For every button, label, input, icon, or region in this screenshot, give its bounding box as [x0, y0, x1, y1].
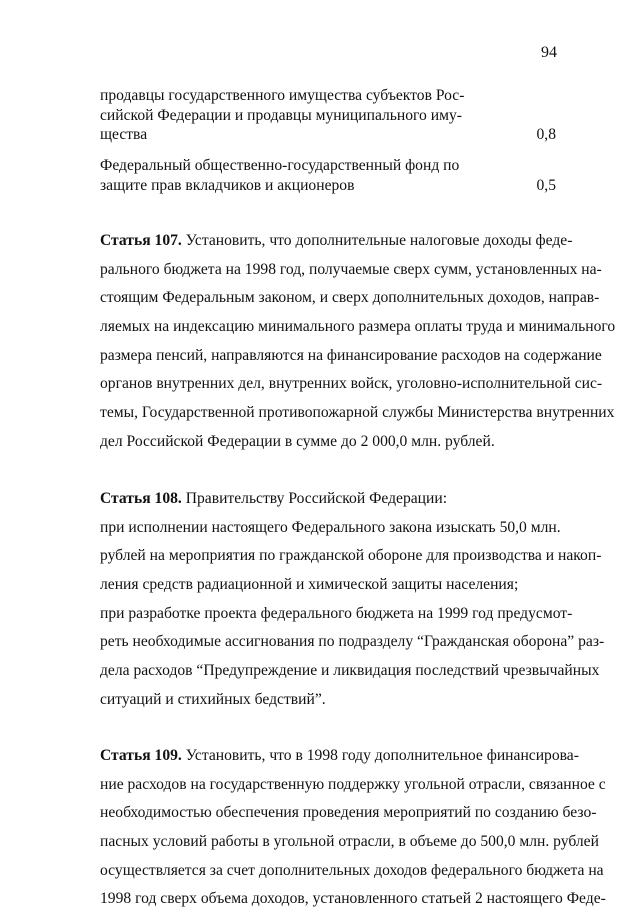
list-item-text: защите прав вкладчиков и акционеров [100, 176, 355, 194]
text-line [100, 284, 600, 313]
text-line [100, 600, 573, 629]
article-text: рального бюджета на 1998 год, получаемые сверх сумм, установленных на- [100, 260, 602, 278]
text-line [100, 628, 605, 657]
article-title: Статья 108. [100, 490, 182, 507]
article-text: Установить, что дополнительные налоговые доходы феде- [181, 232, 573, 249]
article-107 [100, 227, 616, 457]
article-text: ние расходов на государственную поддержку угольной отрасли, связанное с [100, 775, 606, 793]
article-title: Статья 107. [100, 232, 182, 249]
list-item-line [100, 176, 556, 196]
list-item [100, 156, 556, 195]
list-item-text: сийской Федерации и продавцы муниципального иму- [100, 106, 462, 124]
article-text: рублей на мероприятия по гражданской обороне для производства и накоп- [100, 547, 602, 565]
article-109 [100, 742, 606, 914]
article-text: дела расходов “Предупреждение и ликвидация последствий чрезвычайных [100, 662, 600, 680]
article-text: дел Российской Федерации в сумме до 2 000,0 млн. рублей. [100, 432, 495, 450]
text-line [100, 686, 557, 715]
article-text: ляемых на индексацию минимального размера оплаты труда и минимального [100, 318, 616, 336]
text-line [100, 571, 557, 600]
article-text: стоящим Федеральным законом, и сверх дополнительных доходов, направ- [100, 289, 600, 307]
article-text: при разработке проекта федерального бюджета на 1999 год предусмот- [100, 604, 573, 622]
article-text: Установить, что в 1998 году дополнительное финансирова- [181, 747, 579, 764]
article-text: органов внутренних дел, внутренних войск, уголовно-исполнительной сис- [100, 375, 603, 393]
list-item-line [100, 86, 556, 106]
article-text: пасных условий работы в угольной отрасли, в объеме до 500,0 млн. рублей [100, 833, 599, 851]
page-number: 94 [541, 44, 557, 61]
article-text: размера пенсий, направляются на финансирование расходов на содержание [100, 346, 602, 364]
list-item-line [100, 106, 556, 126]
text-line [100, 771, 606, 800]
list-item-value: 0,8 [536, 126, 556, 143]
text-line [100, 428, 557, 457]
text-line [100, 857, 604, 886]
article-text: осуществляется за счет дополнительных доходов федерального бюджета на [100, 861, 604, 879]
text-line [100, 514, 561, 543]
article-text: реть необходимые ассигнования по подразделу “Гражданская оборона” раз- [100, 633, 605, 651]
list-item-line [100, 156, 556, 176]
article-title: Статья 109. [100, 747, 182, 764]
text-line [100, 828, 599, 857]
text-line [100, 342, 602, 371]
article-text: 1998 год сверх объема доходов, установленного статьей 2 настоящего Феде- [100, 890, 606, 908]
text-line [100, 313, 616, 342]
article-text: ситуаций и стихийных бедствий”. [100, 690, 326, 708]
text-line [100, 256, 602, 285]
list-item-text: продавцы государственного имущества субъектов Рос- [100, 87, 465, 104]
list-item [100, 86, 556, 145]
list-item-line [100, 125, 556, 145]
text-line [100, 742, 579, 771]
list-item-text: Федеральный общественно-государственный фонд по [100, 157, 460, 174]
article-108 [100, 485, 605, 715]
list-item-text: щества [100, 126, 148, 143]
text-line [100, 542, 602, 571]
text-line [100, 799, 597, 828]
text-line [100, 227, 573, 256]
text-line [100, 370, 603, 399]
article-text: темы, Государственной противопожарной службы Министерства внутренних [100, 404, 615, 422]
text-line [100, 399, 615, 428]
article-text: при исполнении настоящего Федерального закона изыскать 50,0 млн. [100, 518, 561, 536]
list-item-value: 0,5 [536, 176, 556, 194]
article-text: необходимостью обеспечения проведения мероприятий по созданию безо- [100, 804, 597, 822]
article-text: ления средств радиационной и химической защиты населения; [100, 576, 519, 594]
text-line [100, 657, 600, 686]
text-line [100, 485, 557, 514]
article-text: Правительству Российской Федерации: [181, 490, 448, 507]
